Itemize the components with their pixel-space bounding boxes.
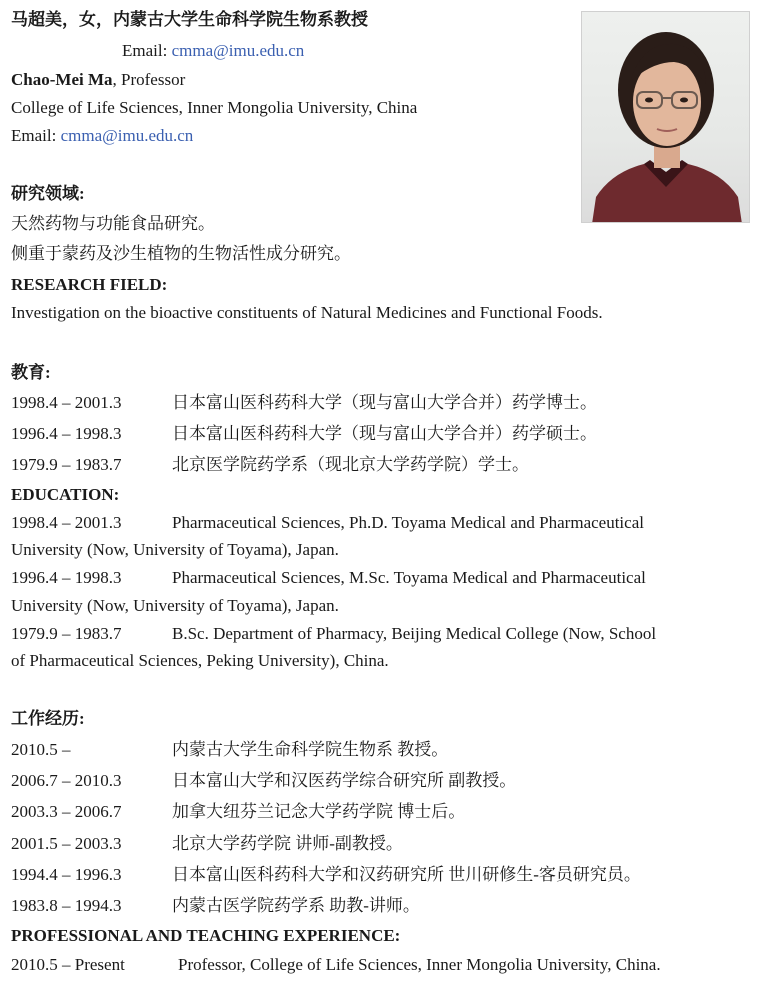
description: B.Sc. Department of Pharmacy, Beijing Medical College (Now, School <box>172 624 657 643</box>
date: 1979.9 – 1983.7 <box>11 455 122 474</box>
education-cn-heading: 教育: <box>11 363 51 382</box>
education-en-heading: EDUCATION: <box>11 485 120 504</box>
date: 1994.4 – 1996.3 <box>11 865 122 884</box>
date: 1996.4 – 1998.3 <box>11 424 122 443</box>
research-cn-line: 侧重于蒙药及沙生植物的生物活性成分研究。 <box>11 244 351 263</box>
date: 1998.4 – 2001.3 <box>11 393 122 412</box>
description-cont: of Pharmaceutical Sciences, Peking University), China. <box>11 651 389 670</box>
description: 内蒙古医学院药学系 助教-讲师。 <box>172 896 420 915</box>
research-cn-line: 天然药物与功能食品研究。 <box>11 214 215 233</box>
cn-email-link[interactable]: cmma@imu.edu.cn <box>171 41 305 60</box>
en-name: Chao-Mei Ma <box>11 70 113 89</box>
description: Pharmaceutical Sciences, M.Sc. Toyama Medical and Pharmaceutical <box>172 568 646 587</box>
date: 1998.4 – 2001.3 <box>11 513 122 532</box>
en-affiliation: College of Life Sciences, Inner Mongolia University, China <box>11 98 418 117</box>
en-name-line <box>11 69 185 91</box>
en-email-link[interactable]: cmma@imu.edu.cn <box>60 126 194 145</box>
date: 2010.5 – Present <box>11 955 125 974</box>
description: Professor, College of Life Sciences, Inner Mongolia University, China. <box>178 955 661 974</box>
research-en-text: Investigation on the bioactive constituents of Natural Medicines and Functional Foods. <box>11 303 603 322</box>
description: 日本富山医科药科大学（现与富山大学合并）药学博士。 <box>172 393 597 412</box>
research-cn-heading: 研究领域: <box>11 184 85 203</box>
en-title: , Professor <box>112 70 186 89</box>
date: 2010.5 – <box>11 740 71 759</box>
description: 日本富山医科药科大学和汉药研究所 世川研修生-客员研究员。 <box>172 865 641 884</box>
date: 2001.5 – 2003.3 <box>11 834 122 853</box>
description: 北京医学院药学系（现北京大学药学院）学士。 <box>172 455 529 474</box>
description: 北京大学药学院 讲师-副教授。 <box>172 834 403 853</box>
work-cn-heading: 工作经历: <box>11 709 85 728</box>
date: 1979.9 – 1983.7 <box>11 624 122 643</box>
work-en-heading: PROFESSIONAL AND TEACHING EXPERIENCE: <box>11 926 401 945</box>
cn-name-line: 马超美，女，内蒙古大学生命科学院生物系教授 <box>11 10 368 29</box>
profile-photo <box>581 11 750 223</box>
date: 1996.4 – 1998.3 <box>11 568 122 587</box>
description-cont: University (Now, University of Toyama), Japan. <box>11 596 339 615</box>
description: Pharmaceutical Sciences, Ph.D. Toyama Medical and Pharmaceutical <box>172 513 644 532</box>
description: 加拿大纽芬兰记念大学药学院 博士后。 <box>172 802 466 821</box>
date: 2003.3 – 2006.7 <box>11 802 122 821</box>
cn-email-line: Email: cmma@imu.edu.cn <box>122 41 305 60</box>
en-email-line: Email: cmma@imu.edu.cn <box>11 126 194 145</box>
description-cont: University (Now, University of Toyama), Japan. <box>11 540 339 559</box>
description: 内蒙古大学生命科学院生物系 教授。 <box>172 740 449 759</box>
date: 2006.7 – 2010.3 <box>11 771 122 790</box>
description: 日本富山大学和汉医药学综合研究所 副教授。 <box>172 771 517 790</box>
research-en-heading: RESEARCH FIELD: <box>11 275 168 294</box>
date: 1983.8 – 1994.3 <box>11 896 122 915</box>
description: 日本富山医科药科大学（现与富山大学合并）药学硕士。 <box>172 424 597 443</box>
